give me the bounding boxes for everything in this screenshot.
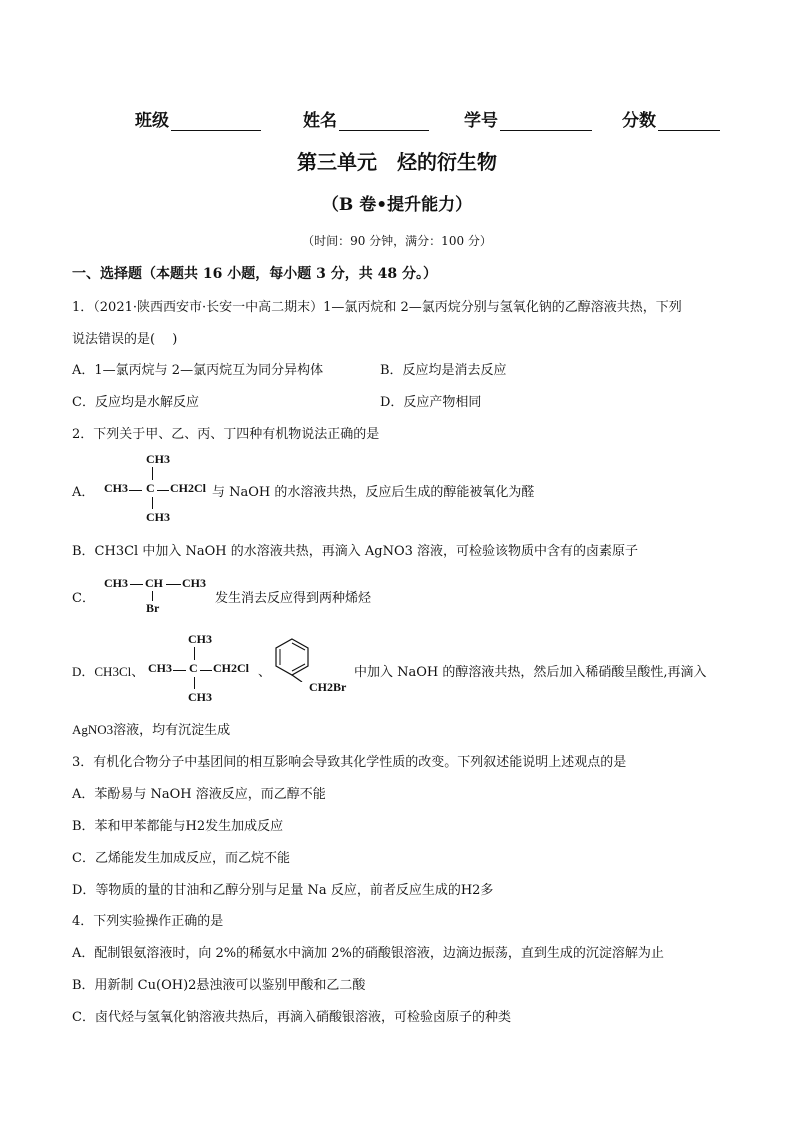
score-field[interactable]: [622, 106, 720, 131]
q2-option-a-text[interactable]: 与 NaOH 的水溶液共热，反应后生成的醇能被氧化为醛: [212, 485, 535, 500]
q1-option-a[interactable]: A．1—氯丙烷与 2—氯丙烷互为同分异构体: [72, 363, 324, 378]
q2-d-bond-right: [200, 670, 212, 671]
q4-stem: 4．下列实验操作正确的是: [72, 914, 224, 929]
section-title: 一、选择题（本题共 16 小题，每小题 3 分，共 48 分。）: [72, 266, 437, 282]
q1-option-c[interactable]: C．反应均是水解反应: [72, 395, 199, 410]
q2-d-left-group: CH3: [148, 661, 172, 675]
name-field[interactable]: [303, 106, 429, 131]
q3-option-b[interactable]: B．苯和甲苯都能与H2发生加成反应: [72, 819, 284, 834]
q2-option-c-prefix[interactable]: C．: [72, 591, 95, 606]
q1-stem-line1: 1．（2021·陕西西安市·长安一中高二期末）1—氯丙烷和 2—氯丙烷分别与氢氧化钠的乙醇溶液共热，下列: [72, 300, 682, 315]
q2-d-benzyl-group: CH2Br: [309, 680, 347, 694]
class-label: 班级: [135, 111, 169, 131]
page-title: 第三单元 烃的衍生物: [297, 150, 497, 174]
q2-c-center-group: CH: [145, 576, 163, 590]
q2-a-bond-bottom: [152, 497, 153, 509]
id-label: 学号: [464, 111, 498, 131]
q2-option-a-prefix[interactable]: A．: [72, 485, 95, 500]
class-field[interactable]: [135, 106, 261, 131]
q2-c-right-group: CH3: [182, 576, 206, 590]
q2-option-c-text[interactable]: 发生消去反应得到两种烯烃: [215, 591, 372, 606]
q1-stem-line2: 说法错误的是( ): [72, 332, 178, 347]
q2-a-bottom-group: CH3: [146, 510, 170, 524]
q2-d-top-group: CH3: [188, 632, 212, 646]
q3-option-a[interactable]: A．苯酚易与 NaOH 溶液反应，而乙醇不能: [72, 787, 326, 802]
q2-stem: 2．下列关于甲、乙、丙、丁四种有机物说法正确的是: [72, 427, 380, 442]
q2-a-top-group: CH3: [146, 452, 170, 466]
q2-d-bond-top: [194, 647, 195, 660]
q2-a-bond-left: [129, 490, 142, 491]
q1-option-d[interactable]: D．反应产物相同: [380, 395, 482, 410]
score-blank[interactable]: [658, 112, 720, 131]
q4-option-b[interactable]: B．用新制 Cu(OH)2悬浊液可以鉴别甲酸和乙二酸: [72, 978, 366, 993]
q2-d-bottom-group: CH3: [188, 690, 212, 704]
q2-c-bond-left: [130, 584, 143, 585]
q2-c-bond-right: [166, 584, 181, 585]
score-label: 分数: [622, 111, 656, 131]
q3-option-d[interactable]: D．等物质的量的甘油和乙醇分别与足量 Na 反应，前者反应生成的H2多: [72, 883, 494, 898]
q2-option-d-separator: 、: [258, 665, 272, 680]
q2-option-d-prefix[interactable]: D．CH3Cl、: [72, 664, 145, 679]
q2-d-right-group: CH2Cl: [213, 661, 249, 675]
q2-d-center-atom: C: [189, 661, 198, 675]
name-label: 姓名: [303, 111, 337, 131]
q3-option-c[interactable]: C．乙烯能发生加成反应，而乙烷不能: [72, 851, 290, 866]
q2-option-b[interactable]: B．CH3Cl 中加入 NaOH 的水溶液共热，再滴入 AgNO3 溶液，可检验该物质中含有的卤素原子: [72, 544, 639, 559]
q3-stem: 3．有机化合物分子中基团间的相互影响会导致其化学性质的改变。下列叙述能说明上述观点的是: [72, 755, 627, 770]
q2-a-bond-right: [157, 490, 169, 491]
q2-a-right-group: CH2Cl: [170, 481, 206, 495]
q2-option-d-text2: AgNO3溶液，均有沉淀生成: [72, 722, 231, 737]
page-subtitle: （B 卷•提升能力）: [321, 195, 473, 215]
q2-c-bottom-group: Br: [146, 601, 160, 615]
q2-d-bond-left: [173, 670, 186, 671]
q2-c-left-group: CH3: [104, 576, 128, 590]
q1-option-b[interactable]: B．反应均是消去反应: [380, 363, 507, 378]
q4-option-a[interactable]: A．配制银氨溶液时，向 2%的稀氨水中滴加 2%的硝酸银溶液，边滴边振荡，直到生成的沉淀溶解为止: [72, 946, 664, 961]
q2-c-bond-down: [152, 591, 153, 601]
q2-a-center-atom: C: [146, 481, 155, 495]
benzene-ring-icon: [272, 636, 312, 682]
name-blank[interactable]: [339, 112, 429, 131]
q2-a-bond-top: [152, 467, 153, 480]
id-field[interactable]: [464, 106, 592, 131]
q2-a-left-group: CH3: [104, 481, 128, 495]
id-blank[interactable]: [500, 112, 592, 131]
q2-d-bond-bottom: [194, 677, 195, 689]
time-info: （时间：90 分钟，满分：100 分）: [302, 234, 492, 248]
q4-option-c[interactable]: C．卤代烃与氢氧化钠溶液共热后，再滴入硝酸银溶液，可检验卤原子的种类: [72, 1010, 511, 1025]
q2-option-d-text[interactable]: 中加入 NaOH 的醇溶液共热，然后加入稀硝酸呈酸性,再滴入: [354, 665, 707, 680]
class-blank[interactable]: [171, 112, 261, 131]
